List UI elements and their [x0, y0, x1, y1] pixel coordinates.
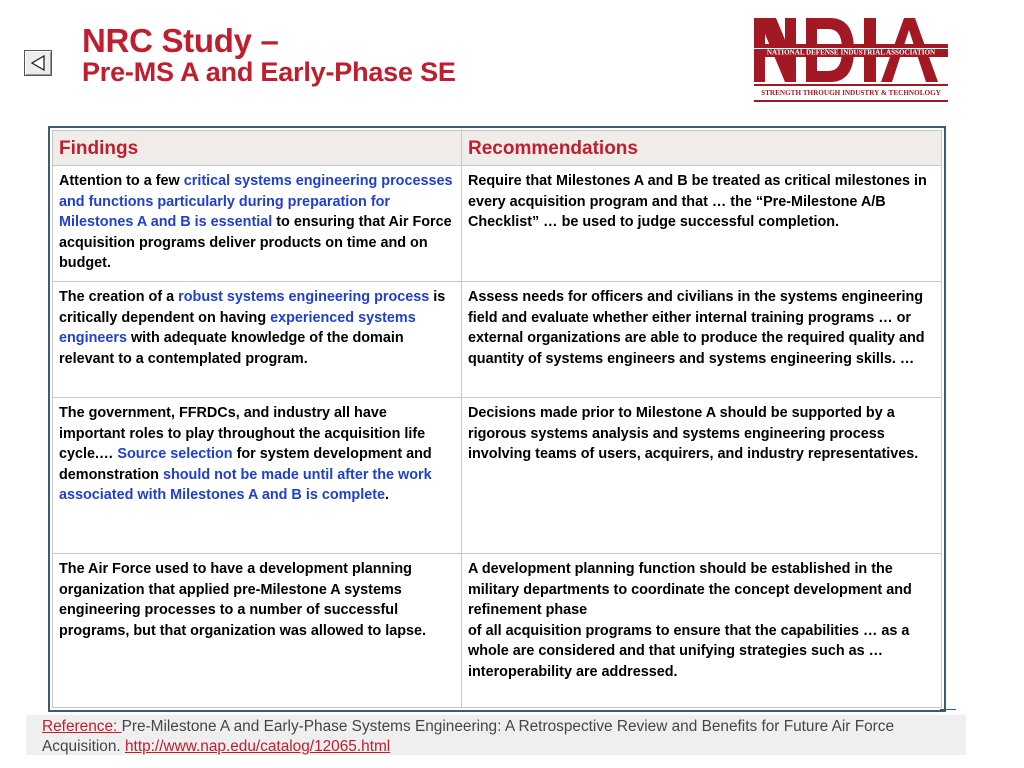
highlighted-text: robust systems engineering process — [178, 289, 430, 305]
title-line-1: NRC Study – — [82, 22, 279, 59]
title-line-2: Pre-MS A and Early-Phase SE — [82, 57, 456, 88]
finding-cell — [53, 398, 462, 554]
cell-text: Attention to a few — [59, 173, 184, 189]
recommendation-cell — [462, 166, 942, 282]
finding-cell — [53, 554, 462, 708]
findings-table — [48, 126, 946, 712]
cell-text: A development planning function should be established in the military departments to coordinate the concept development and refinement phase — [468, 561, 912, 618]
ndia-logo — [754, 14, 948, 106]
reference-link[interactable]: http://www.nap.edu/catalog/12065.html — [124, 737, 391, 755]
recommendation-cell — [462, 554, 942, 708]
finding-cell — [53, 166, 462, 282]
header-findings: Findings — [53, 131, 462, 166]
triangle-left-icon — [29, 54, 47, 72]
logo-tagline: STRENGTH THROUGH INDUSTRY & TECHNOLOGY — [761, 89, 941, 97]
highlighted-text: Source selection — [117, 446, 233, 462]
cell-text: . — [385, 487, 390, 503]
slide-title — [82, 24, 456, 86]
cell-text: The Air Force used to have a development planning organization that applied pre-Milestone A systems engineering processes to a number of successful programs, but that organization was allowed to lapse. — [59, 561, 427, 639]
cell-text: is critically dependent on having — [59, 289, 446, 326]
reference-text — [42, 717, 962, 756]
highlighted-text: critical systems engineering processes and functions particularly during preparation for Milestones A and B is essential — [59, 173, 453, 230]
cell-text: to ensuring that Air Force acquisition programs deliver products on time and on budget. — [59, 214, 452, 271]
reference-title: Pre-Milestone A and Early-Phase Systems Engineering: A Retrospective Review and Benefits for Future Air Force Acquisition. — [42, 718, 895, 755]
header-recommendations: Recommendations — [462, 131, 942, 166]
cell-text: with adequate knowledge of the domain relevant to a contemplated program. — [59, 330, 404, 367]
highlighted-text: experienced systems engineers — [59, 309, 416, 346]
highlighted-text: should not be made until after the work associated with Milestones A and B is complete — [59, 466, 432, 503]
footer-divider — [940, 709, 956, 710]
findings-grid — [52, 130, 942, 708]
cell-text: for system development and demonstration — [59, 446, 432, 483]
logo-band-text: NATIONAL DEFENSE INDUSTRIAL ASSOCIATION — [766, 48, 936, 57]
recommendation-cell — [462, 282, 942, 398]
reference-label: Reference: — [42, 718, 122, 735]
cell-text: of all acquisition programs to ensure that the capabilities … as a whole are considered and that unifying strategies such as … interoperability are addressed. — [468, 622, 910, 680]
finding-cell — [53, 282, 462, 398]
reference-footer — [26, 715, 966, 755]
back-button[interactable] — [24, 50, 52, 76]
cell-text: Require that Milestones A and B be treated as critical milestones in every acquisition program and that … the “Pre-Milestone A/B Checklist” … be used to judge successful completion. — [468, 173, 927, 230]
cell-text: The creation of a — [59, 289, 179, 305]
cell-text: The government, FFRDCs, and industry all have important roles to play throughout the acquisition life cycle.… — [59, 405, 426, 462]
recommendation-cell — [462, 398, 942, 554]
cell-text: Decisions made prior to Milestone A should be supported by a rigorous systems analysis and systems engineering process involving teams of users, acquirers, and industry representatives. — [468, 405, 919, 462]
cell-text: Assess needs for officers and civilians in the systems engineering field and evaluate whether either internal training programs … or external organizations are able to produce the required quality and quantity of systems engineers and systems engineering skills. … — [468, 289, 925, 367]
